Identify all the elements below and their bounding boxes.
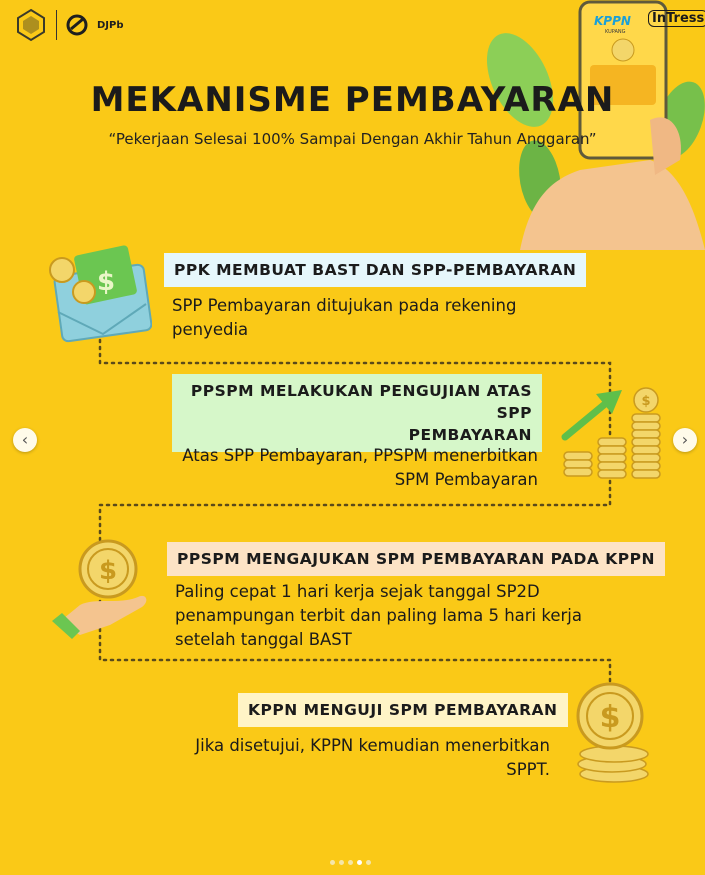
carousel-dot[interactable]	[357, 860, 362, 865]
step-4-heading	[238, 693, 568, 727]
kppn-logo-text: KPPN	[594, 14, 631, 28]
step-1-body-line: SPP Pembayaran ditujukan pada rekening	[172, 296, 517, 315]
page-title: MEKANISME PEMBAYARAN	[90, 80, 615, 120]
carousel-pager	[330, 860, 371, 865]
carousel-dot[interactable]	[330, 860, 335, 865]
step-3-body-line: setelah tanggal BAST	[175, 630, 352, 649]
step-4-body	[160, 734, 550, 782]
svg-text:$: $	[96, 267, 116, 297]
step-1-body	[172, 294, 516, 342]
coin-stack-growth-icon	[560, 382, 670, 482]
step-2-body	[130, 444, 538, 492]
step-2-heading-text: PEMBAYARAN	[408, 426, 532, 444]
step-2-heading	[172, 374, 542, 452]
step-4-body-line: Jika disetujui, KPPN kemudian menerbitkan	[195, 736, 550, 755]
svg-text:$: $	[599, 700, 621, 735]
carousel-dot[interactable]	[339, 860, 344, 865]
step-3-heading-text: PPSPM MENGAJUKAN SPM PEMBAYARAN PADA KPPN	[177, 550, 655, 568]
step-4-heading-text: KPPN MENGUJI SPM PEMBAYARAN	[248, 701, 558, 719]
page-subtitle: “Pekerjaan Selesai 100% Sampai Dengan Akhir Tahun Anggaran”	[108, 130, 597, 148]
step-1-heading	[164, 253, 586, 287]
carousel-prev-button[interactable]	[13, 428, 37, 452]
intress-logo-text: InTress	[652, 11, 705, 26]
chevron-right-icon: ›	[681, 430, 689, 449]
kppn-city-text: KUPANG	[605, 29, 626, 35]
step-1-body-line: penyedia	[172, 320, 249, 339]
step-3-body-line: Paling cepat 1 hari kerja sejak tanggal SP2D	[175, 582, 540, 601]
svg-text:$: $	[98, 556, 118, 586]
step-4-body-line: SPPT.	[506, 760, 550, 779]
carousel-dot[interactable]	[348, 860, 353, 865]
step-1-heading-text: PPK MEMBUAT BAST DAN SPP-PEMBAYARAN	[174, 261, 577, 279]
step-3-body-line: penampungan terbit dan paling lama 5 hari kerja	[175, 606, 582, 625]
carousel-dot[interactable]	[366, 860, 371, 865]
svg-text:$: $	[641, 394, 651, 409]
step-3-heading	[167, 542, 665, 576]
chevron-left-icon: ‹	[21, 430, 29, 449]
hand-coin-icon	[50, 535, 154, 643]
step-3-body	[175, 580, 582, 652]
step-2-body-line: SPM Pembayaran	[394, 470, 538, 489]
envelope-money-icon	[48, 242, 152, 344]
carousel-next-button[interactable]	[673, 428, 697, 452]
step-2-heading-text: PPSPM MELAKUKAN PENGUJIAN ATAS SPP	[190, 382, 532, 422]
coin-stack-icon	[570, 676, 654, 784]
step-2-body-line: Atas SPP Pembayaran, PPSPM menerbitkan	[182, 446, 538, 465]
djpb-logo-text: DJPb	[97, 19, 124, 31]
